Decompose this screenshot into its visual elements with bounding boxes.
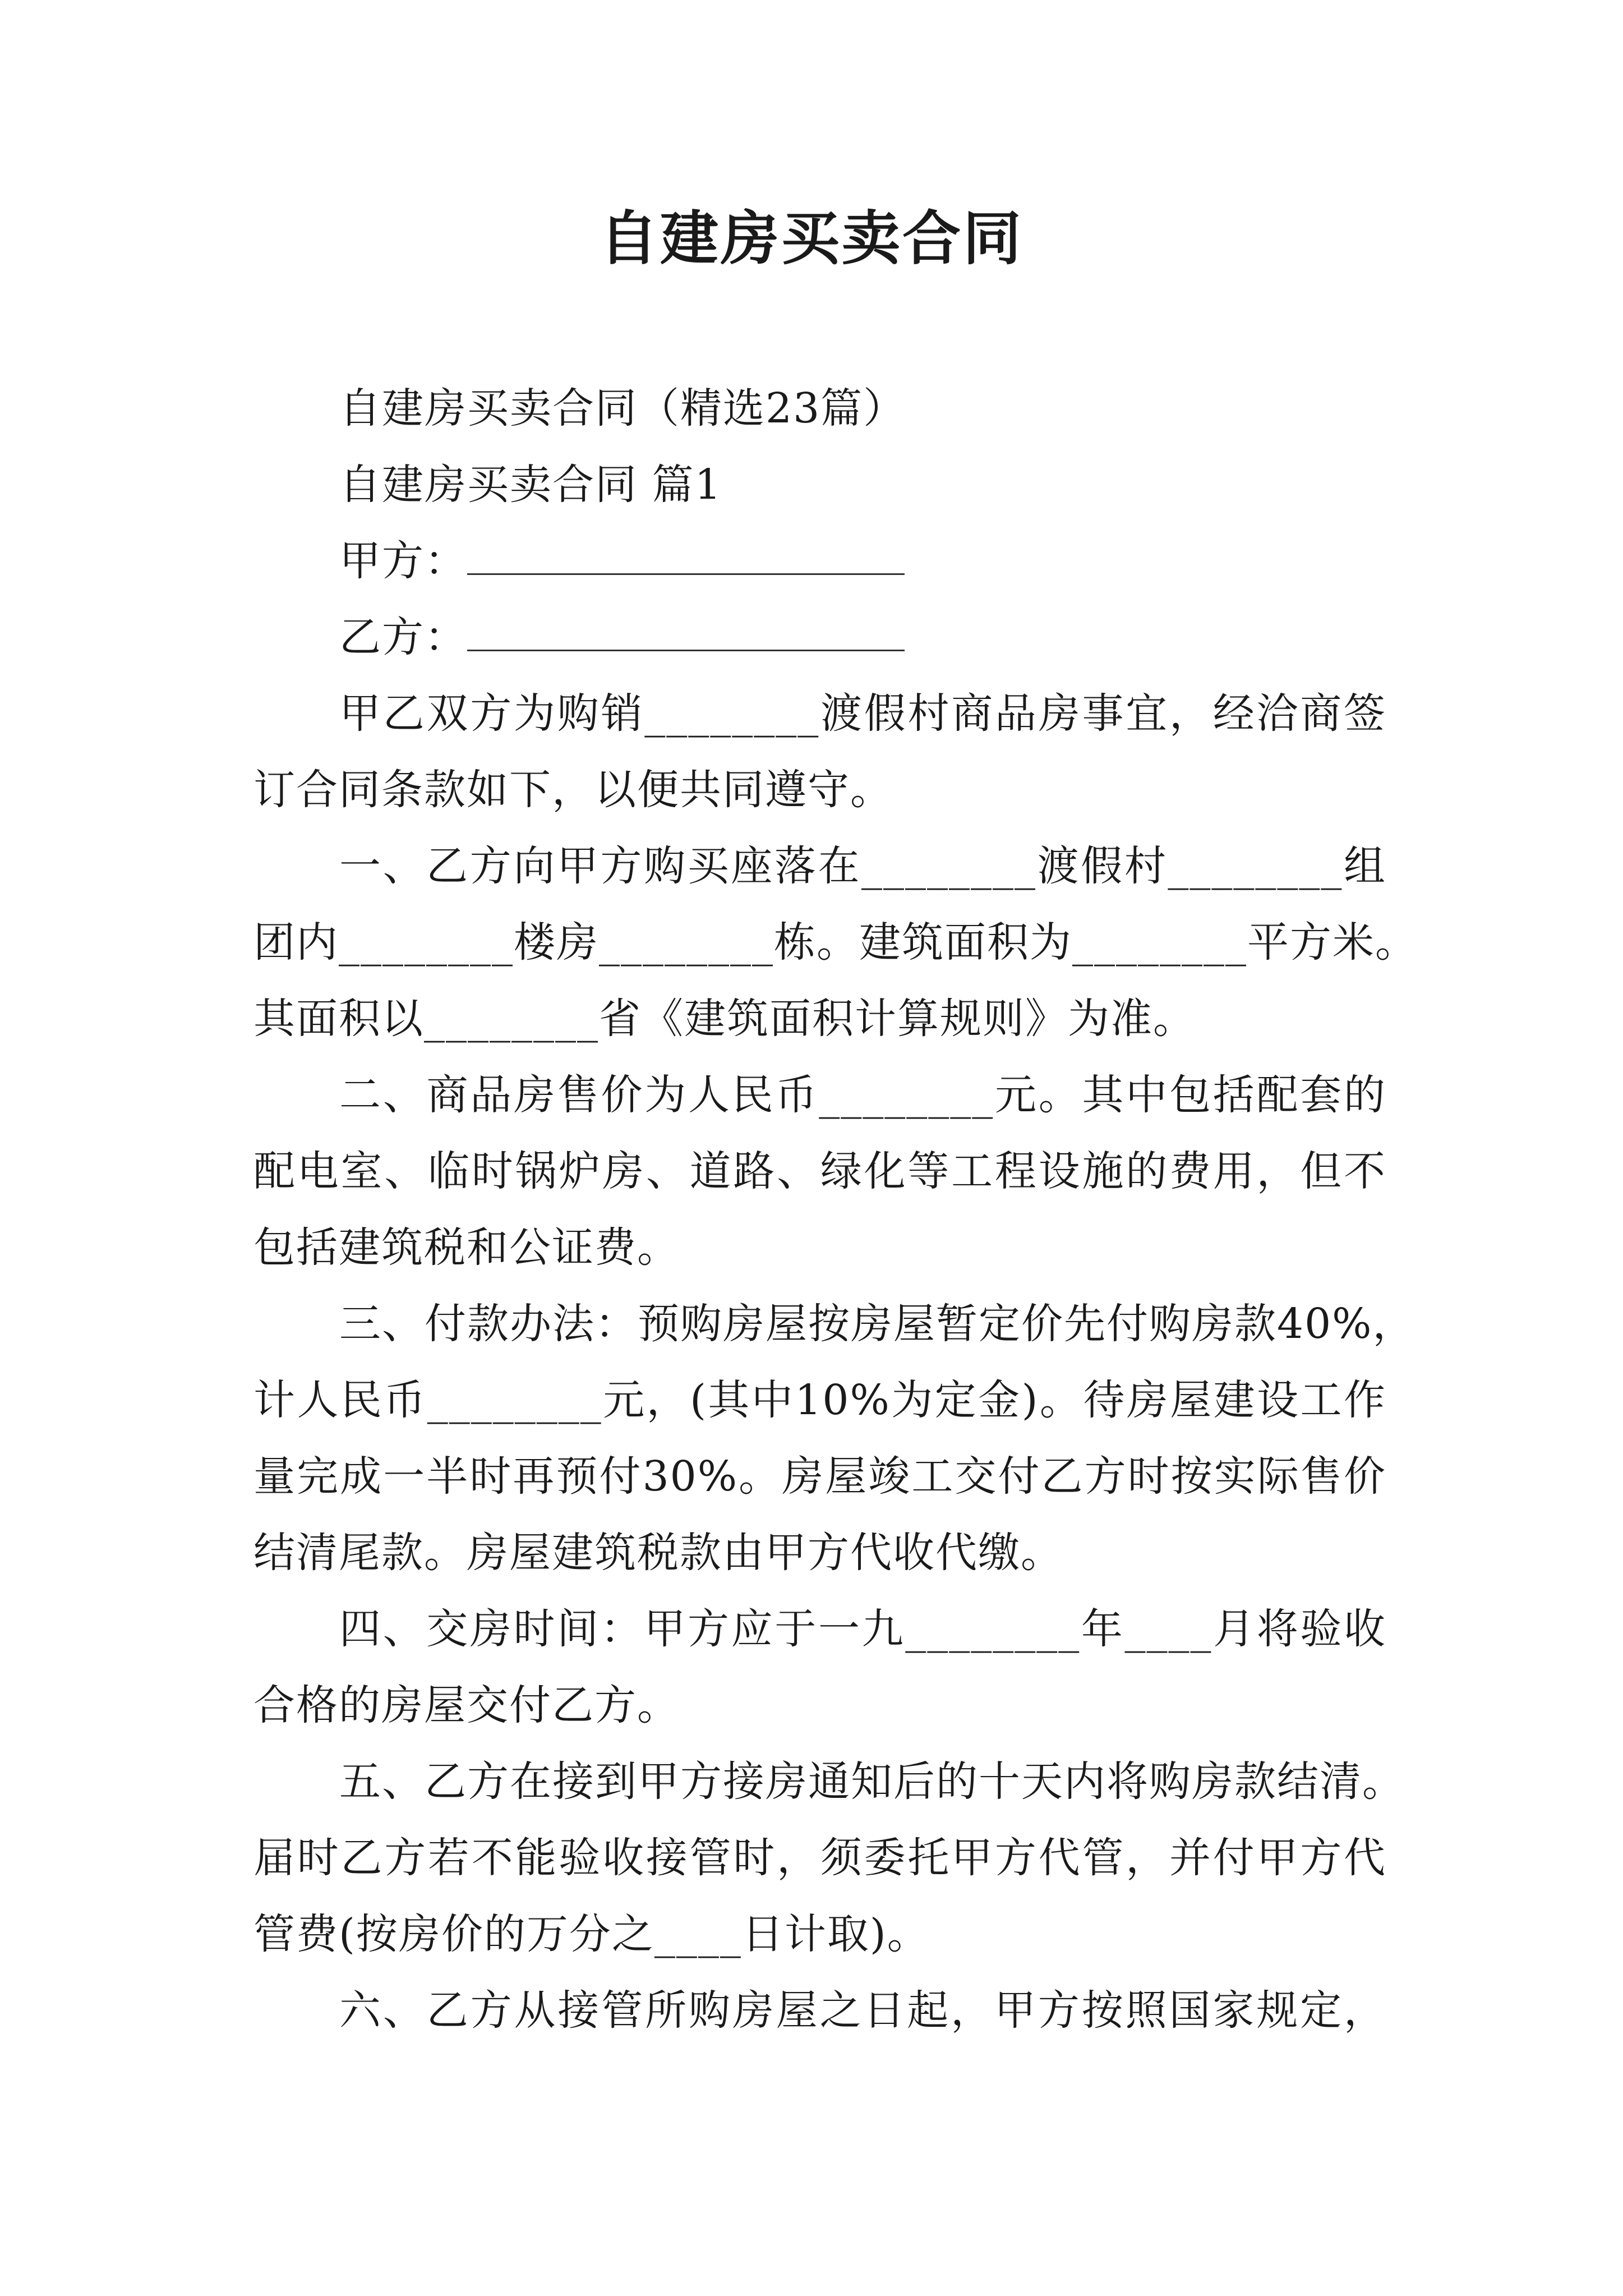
paragraph-line: 其面积以________省《建筑面积计算规则》为准。	[253, 995, 1196, 1043]
paragraph-line: 五、乙方在接到甲方接房通知后的十天内将购房款结清。	[339, 1757, 1405, 1806]
paragraph-line: 合格的房屋交付乙方。	[253, 1681, 680, 1729]
party-a-blank	[467, 531, 905, 575]
section-heading: 自建房买卖合同 篇1	[339, 461, 722, 509]
paragraph-line: 团内________楼房________栋。建筑面积为________平方米。	[253, 918, 1418, 967]
party-b-line	[339, 599, 1386, 675]
paragraph-line: 计人民币________元，(其中10%为定金)。待房屋建设工作	[253, 1376, 1386, 1424]
paragraph-line: 订合同条款如下，以便共同遵守。	[253, 766, 893, 814]
paragraph-line: 管费(按房价的万分之____日计取)。	[253, 1910, 930, 1958]
party-a-line	[339, 523, 1386, 599]
paragraph-line: 一、乙方向甲方购买座落在________渡假村________组	[339, 842, 1386, 890]
party-a-label: 甲方：	[339, 537, 467, 585]
paragraph-line: 二、商品房售价为人民币________元。其中包括配套的	[339, 1071, 1386, 1119]
party-b-blank	[467, 607, 905, 651]
paragraph-line: 包括建筑税和公证费。	[253, 1223, 680, 1272]
paragraph-line: 配电室、临时锅炉房、道路、绿化等工程设施的费用，但不	[253, 1147, 1386, 1195]
paragraph-line: 六、乙方从接管所购房屋之日起，甲方按照国家规定，	[339, 1986, 1386, 2035]
paragraph-line: 量完成一半时再预付30%。房屋竣工交付乙方时按实际售价	[253, 1452, 1386, 1501]
paragraph-line: 届时乙方若不能验收接管时，须委托甲方代管，并付甲方代	[253, 1834, 1386, 1882]
paragraph-line: 结清尾款。房屋建筑税款由甲方代收代缴。	[253, 1529, 1063, 1577]
paragraph-line: 三、付款办法：预购房屋按房屋暂定价先付购房款40%，	[339, 1300, 1415, 1348]
document-title: 自建房买卖合同	[599, 204, 1023, 273]
party-b-label: 乙方：	[339, 613, 467, 661]
paragraph-line: 四、交房时间：甲方应于一九________年____月将验收	[339, 1605, 1386, 1653]
document-subtitle: 自建房买卖合同（精选23篇）	[339, 384, 906, 432]
paragraph-line: 甲乙双方为购销________渡假村商品房事宜，经洽商签	[339, 689, 1386, 738]
